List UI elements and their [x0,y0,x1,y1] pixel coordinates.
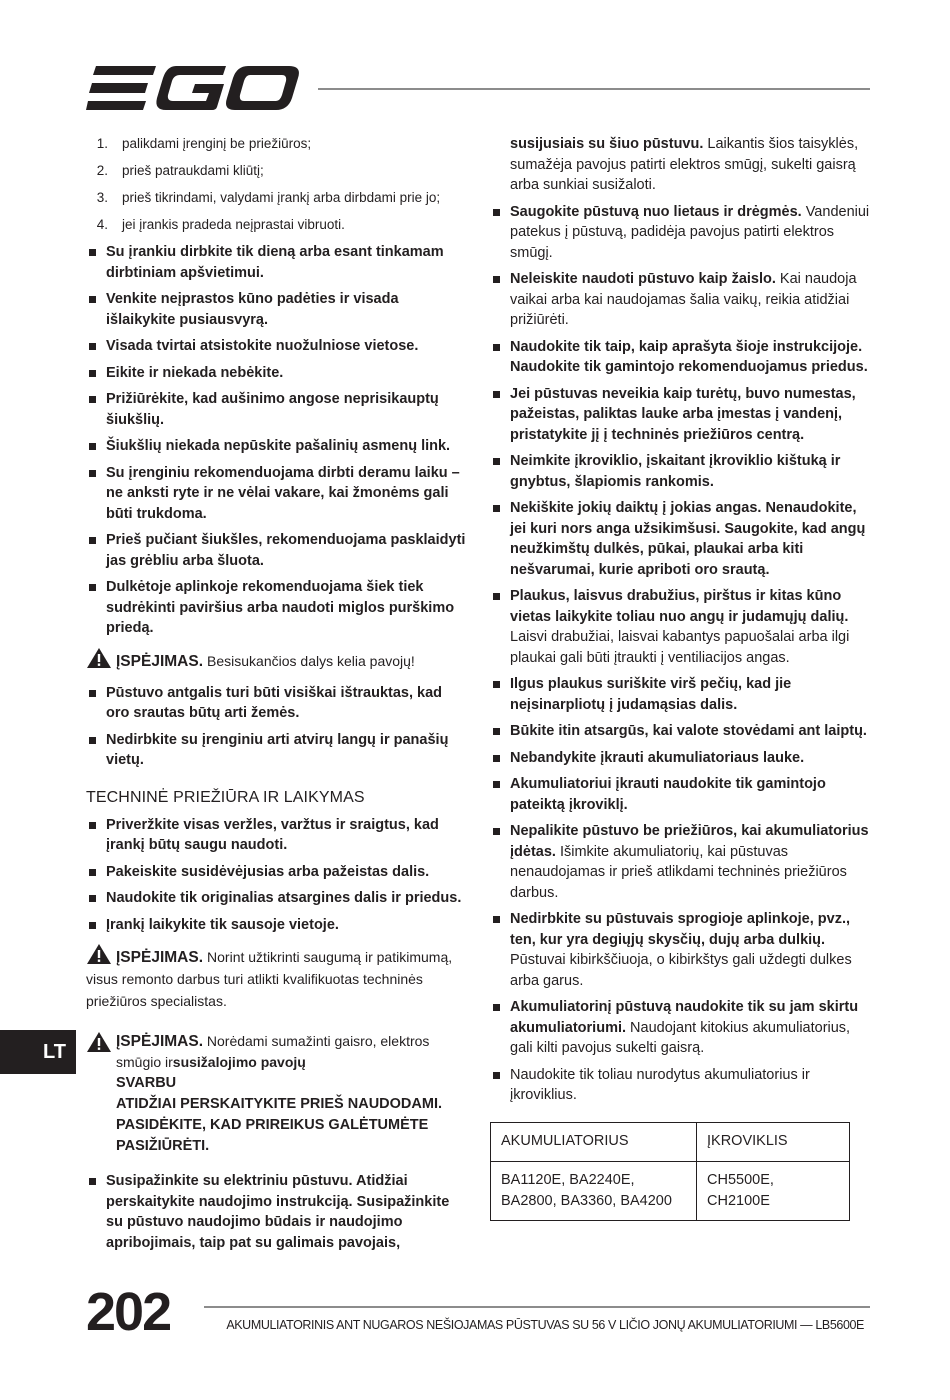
bullet-item [86,577,468,639]
bullet-bold-text: Susipažinkite su elektriniu pūstuvu. Atidžiai perskaitykite naudojimo instrukciją. Susipažinkite su pūstuvo naudojimo būdais ir naudojimo apribojimais, taip pat su galimais pavojais, [106,1173,450,1251]
bullet-bold-text: Neimkite įkroviklio, įskaitant įkroviklio kištuką ir gnybtus, šlapiomis rankomis. [510,453,841,490]
bullet-bold-text: Ilgus plaukus suriškite virš pečių, kad jie neįsinarpliotų į judamąsias dalis. [510,676,792,713]
battery-charger-table [490,1122,850,1221]
bullet-bold-text: Naudokite tik originalias atsargines dalis ir priedus. [106,890,462,906]
bullet-bold-text: Eikite ir niekada nebėkite. [106,364,284,381]
bullet-bold-text: Visada tvirtai atsistokite nuožulniose vietose. [106,338,419,354]
bullet-item [490,498,872,580]
bullet-item [490,384,872,446]
table-header-charger: ĮKROVIKLIS [697,1122,850,1161]
bullet-bold-text: Akumuliatorinį pūstuvą naudokite tik su jam skirtu akumuliatoriumi. [510,999,859,1036]
table-cell-batteries: BA1120E, BA2240E, BA2800, BA3360, BA4200 [491,1161,697,1220]
bullet-item [490,674,872,715]
left-column [86,134,468,1259]
footer-title: AKUMULIATORINIS ANT NUGAROS NEŠIOJAMAS PŪSTUVAS SU 56 V LIČIO JONŲ AKUMULIATORIUMI — LB5600E [226,1318,864,1332]
bullet-item [490,134,872,196]
bullet-bold-text: Plaukus, laisvus drabužius, pirštus ir kitas kūno vietas laikykite toliau nuo angų ir judamųjų dalių. [510,588,849,625]
bullet-item [86,683,468,724]
footer-rule [204,1306,870,1308]
list-item: 4. jei įrankis pradeda neįprastai vibruoti. [96,217,345,232]
bullet-bold-text: Prieš pučiant šiukšles, rekomenduojama pasklaidyti jas grėbliu arba šluota. [106,532,466,569]
bullet-bold-text: Nedirbkite su pūstuvais sprogioje aplinkoje, pvz., ten, kur yra degiųjų skysčių, dujų arba dulkių. [510,911,851,948]
read-before-use: ATIDŽIAI PERSKAITYKITE PRIEŠ NAUDODAMI. [116,1096,442,1112]
bullet-regular-text: Kai naudoja vaikai arba kai naudojamas šalia vaikų, reikia atidžiai prižiūrėti. [510,271,857,328]
warning-rotating-parts [86,647,468,673]
bullet-regular-text: Pūstuvai kibirkščiuoja, o kibirkštys gali uždegti dulkes arba garus. [510,952,852,989]
bullet-bold-text: Priveržkite visas veržles, varžtus ir sraigtus, kad įrankį būtų saugu naudoti. [106,816,439,853]
bullet-item [490,586,872,668]
bullet-regular-text: Vandeniui patekus į pūstuvą, padidėja pavojus patirti elektros smūgį. [510,203,870,261]
bullet-item [490,748,872,769]
warning-label: ĮSPĖJIMAS. [116,949,203,966]
bullet-item [86,1171,468,1253]
safety-bullet-list [86,1171,468,1253]
bullet-bold-text: Pakeiskite susidėvėjusias arba pažeistas dalis. [106,863,430,880]
bullet-item [86,530,468,571]
bullet-item [86,730,468,771]
bullet-item [86,289,468,330]
bullet-bold-text: Dulkėtoje aplinkoje rekomenduojama šiek tiek sudrėkinti paviršius arba naudoti miglos purškimo priedą. [106,579,455,636]
numbered-list [86,134,468,234]
bullet-bold-text: Įrankį laikykite tik sausoje vietoje. [106,916,339,933]
bullet-bold-text: Šiukšlių niekada nepūskite pašalinių asmenų link. [106,438,451,454]
maintenance-bullet-list [86,815,468,936]
warning-triangle-icon [86,647,112,669]
bullet-item [490,821,872,903]
page-number: 202 [86,1282,171,1342]
right-column [490,134,872,1221]
bullet-item [86,336,468,357]
warning-triangle-icon [86,1031,112,1053]
section-heading: TECHNINĖ PRIEŽIŪRA IR LAIKYMAS [86,788,365,806]
header-rule [318,88,870,90]
bullet-bold-text: Naudokite tik taip, kaip aprašyta šioje instrukcijoje. Naudokite tik gamintojo rekomenduojamus priedus. [510,338,868,375]
warning-repairs [86,943,468,1013]
bullet-item [86,436,468,457]
bullet-bold-text: Su įrenginiu rekomenduojama dirbti deramu laiku – ne anksti ryte ir ne vėlai vakare, kai žmonėms gali būti trukdoma. [106,464,460,522]
bullet-item [86,463,468,525]
bullet-bold-text: Nebandykite įkrauti akumuliatoriaus lauke. [510,749,805,766]
warning-triangle-icon [86,943,112,965]
list-item: 3. prieš tikrindami, valydami įrankį arba dirbdami prie jo; [96,190,441,205]
bullet-bold-text: Su įrankiu dirbkite tik dieną arba esant tinkamam dirbtiniam apšvietimui. [106,244,444,281]
bullet-item [490,774,872,815]
bullet-item [490,269,872,331]
safety-bullet-list [86,683,468,771]
bullet-item [490,202,872,264]
language-tab: LT [0,1030,76,1074]
safety-bullet-list [490,134,872,1106]
ego-logo [86,64,300,112]
bullet-item [86,363,468,384]
bullet-item [86,389,468,430]
table-row [491,1161,850,1220]
bullet-item [490,451,872,492]
bullet-bold-text: Pūstuvo antgalis turi būti visiškai ištrauktas, kad oro srautas būtų arti žemės. [106,684,443,721]
bullet-regular-text: Laisvi drabužiai, laisvai kabantys papuošalai arba ilgi plaukai gali būti įtraukti į ventiliacijos angas. [510,629,850,666]
bullet-item [86,862,468,883]
bullet-bold-text: Nepalikite pūstuvo be priežiūros, kai akumuliatorius įdėtas. [510,823,869,860]
table-cell-chargers: CH5500E, CH2100E [697,1161,850,1220]
bullet-item [490,997,872,1059]
bullet-item [490,721,872,742]
bullet-bold-text: Nedirbkite su įrenginiu arti atvirų langų ir panašių vietų. [106,731,449,768]
warning-text: Besisukančios dalys kelia pavojų! [207,652,415,669]
warning-label: ĮSPĖJIMAS. [116,652,203,670]
safety-bullet-list [86,242,468,639]
bullet-regular-text: Išimkite akumuliatorių, kai pūstuvas nenaudojamas ir prieš atlikdami techninės priežiūros darbus. [510,843,847,901]
bullet-item [490,337,872,378]
bullet-item [490,909,872,991]
warning-text: Norėdami sumažinti gaisro, elektros smūgio ir [116,1033,430,1070]
keep-for-reference: PASIDĖKITE, KAD PRIREIKUS GALĖTUMĖTE PASIŽIŪRĖTI. [116,1117,429,1154]
table-header-row [491,1122,850,1161]
bullet-bold-text: Venkite neįprastos kūno padėties ir visada išlaikykite pusiausvyrą. [106,291,399,328]
list-item: 2. prieš patraukdami kliūtį; [96,163,264,178]
bullet-bold-text: susijusiais su šiuo pūstuvu. [510,136,704,152]
bullet-bold-text: Saugokite pūstuvą nuo lietaus ir drėgmės. [510,203,802,220]
warning-read-instructions [86,1031,468,1157]
bullet-bold-text: Jei pūstuvas neveikia kaip turėtų, buvo numestas, pažeistas, paliktas lauke arba įmestas į vandenį, pristatykite jį į techninės priežiūros centrą. [510,385,856,443]
bullet-item [86,242,468,283]
bullet-bold-text: Nekiškite jokių daiktų į jokias angas. Nenaudokite, jei kuri nors anga užsikimšusi. Saugokite, kad angų neužkimštų dulkės, pūkai, plaukai arba kiti nešvarumai, kurie apriboti oro srautą. [510,500,866,578]
table-header-battery: AKUMULIATORIUS [491,1122,697,1161]
warning-text: Norint užtikrinti saugumą ir patikimumą, visus remonto darbus turi atlikti kvalifikuotas techninės priežiūros specialistas. [86,949,453,1009]
warning-label: ĮSPĖJIMAS. [116,1033,203,1050]
bullet-bold-text: Būkite itin atsargūs, kai valote stovėdami ant laiptų. [510,723,867,739]
warning-text-bold: susižalojimo pavojų [172,1054,306,1070]
important-label: SVARBU [116,1075,177,1091]
bullet-item [86,915,468,936]
bullet-bold-text: Akumuliatoriui įkrauti naudokite tik gamintojo pateiktą įkroviklį. [510,776,826,813]
bullet-regular-text: Laikantis šios taisyklės, sumažėja pavojus patirti elektros smūgį, sukelti gaisrą arba sunkiai susižaloti. [510,136,859,193]
bullet-item [490,1065,872,1106]
bullet-regular-text: Naudokite tik toliau nurodytus akumuliatorius ir įkroviklius. [510,1066,810,1103]
list-item: 1. palikdami įrenginį be priežiūros; [96,136,312,151]
bullet-item [86,815,468,856]
bullet-bold-text: Prižiūrėkite, kad aušinimo angose neprisikauptų šiukšlių. [106,391,439,428]
bullet-regular-text: Naudojant kitokius akumuliatorius, gali kilti pavojus sukelti gaisrą. [510,1019,851,1056]
bullet-bold-text: Neleiskite naudoti pūstuvo kaip žaislo. [510,271,776,287]
bullet-item [86,888,468,909]
